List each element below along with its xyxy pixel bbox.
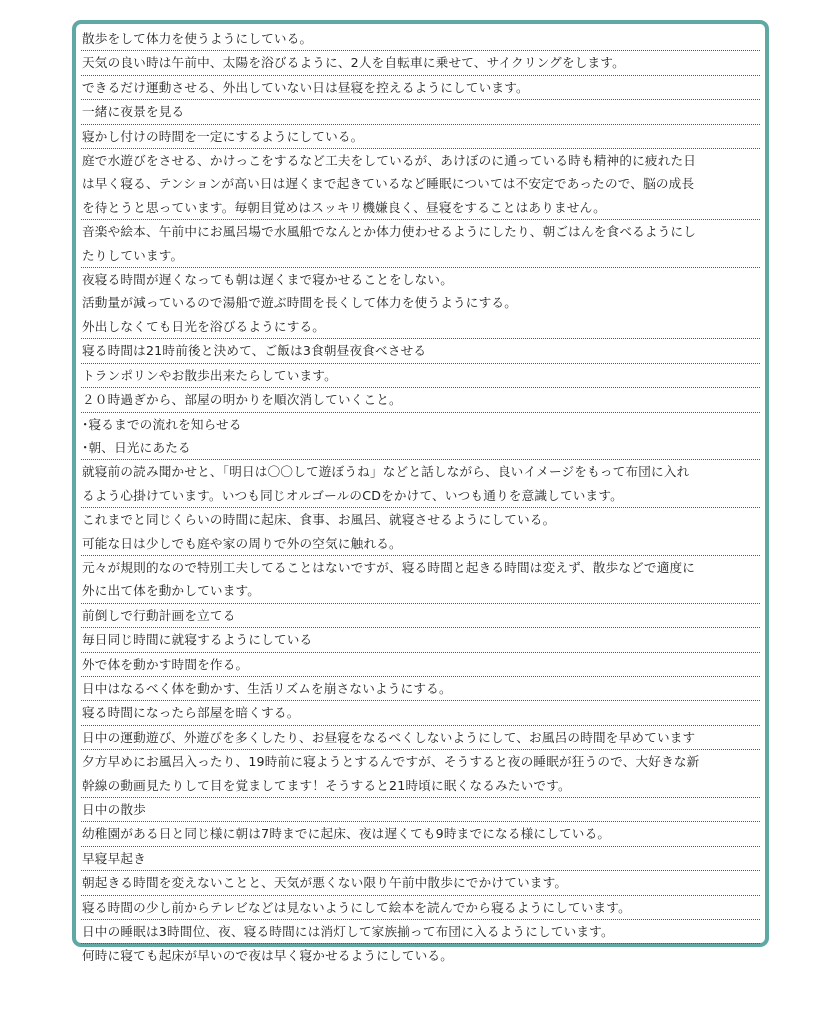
response-text-line: 寝る時間になったら部屋を暗くする。 xyxy=(82,705,300,721)
response-entry xyxy=(81,701,760,725)
response-text-line: トランポリンやお散歩出来たらしています。 xyxy=(82,367,337,383)
response-text-line: 天気の良い時は午前中、太陽を浴びるように、2人を自転車に乗せて、サイクリングをします。 xyxy=(82,55,625,71)
response-entry xyxy=(81,51,760,75)
response-text-line: ･寝るまでの流れを知らせる xyxy=(82,416,242,432)
response-entry xyxy=(81,388,760,412)
response-entry xyxy=(81,798,760,822)
response-entry xyxy=(81,413,760,461)
response-entry xyxy=(81,920,760,944)
response-entry xyxy=(81,508,760,556)
response-text-line: 庭で水遊びをさせる、かけっこをするなど工夫をしているが、あけぼのに通っている時も精神的に疲れた日 xyxy=(82,153,697,169)
response-entry xyxy=(81,364,760,388)
response-entry xyxy=(81,268,760,339)
response-text-line: 毎日同じ時間に就寝するようにしている xyxy=(82,632,313,648)
response-entry xyxy=(81,76,760,100)
response-text-line: これまでと同じくらいの時間に起床、食事、お風呂、就寝させるようにしている。 xyxy=(82,512,556,528)
response-text-line: 前倒しで行動計画を立てる xyxy=(82,607,236,623)
response-entry xyxy=(81,460,760,508)
response-list-frame xyxy=(72,20,769,964)
response-entry xyxy=(81,871,760,895)
response-text-line: 可能な日は少しでも庭や家の周りで外の空気に触れる。 xyxy=(82,535,402,551)
response-text-line: ２０時過ぎから、部屋の明かりを順次消していくこと。 xyxy=(82,392,402,408)
response-text-line: 幹線の動画見たりして目を覚ましてます！そうすると21時頃に眠くなるみたいです。 xyxy=(82,777,571,793)
response-text-line: 夜寝る時間が遅くなっても朝は遅くまで寝かせることをしない。 xyxy=(82,272,454,288)
response-entry xyxy=(81,220,760,268)
response-text-line: 外で体を動かす時間を作る。 xyxy=(82,656,249,672)
response-entry xyxy=(81,750,760,798)
response-entry xyxy=(81,149,760,220)
response-entry xyxy=(81,677,760,701)
response-entry xyxy=(81,27,760,51)
response-entry xyxy=(81,896,760,920)
response-text-line: 早寝早起き xyxy=(82,850,146,866)
response-text-line: 寝る時間の少し前からテレビなどは見ないようにして絵本を読んでから寝るようにしています。 xyxy=(82,899,631,915)
response-list xyxy=(76,24,765,968)
response-text-line: たりしています。 xyxy=(82,247,184,263)
response-entry xyxy=(81,339,760,363)
response-text-line: ･朝、日光にあたる xyxy=(82,439,191,455)
response-text-line: 日中の睡眠は3時間位、夜、寝る時間には消灯して家族揃って布団に入るようにしています。 xyxy=(82,924,614,940)
response-entry xyxy=(81,628,760,652)
response-text-line: 外に出て体を動かしています。 xyxy=(82,583,261,599)
response-text-line: できるだけ運動させる、外出していない日は昼寝を控えるようにしています。 xyxy=(82,79,529,95)
response-text-line: るよう心掛けています。いつも同じオルゴールのCDをかけて、いつも通りを意識しています。 xyxy=(82,487,623,503)
response-entry xyxy=(81,556,760,604)
response-text-line: を待とうと思っています。毎朝目覚めはスッキリ機嫌良く、昼寝をすることはありません。 xyxy=(82,199,606,215)
response-text-line: 寝る時間は21時前後と決めて、ご飯は3食朝昼夜食べさせる xyxy=(82,343,427,359)
response-text-line: 日中の散歩 xyxy=(82,802,146,817)
response-text-line: 音楽や絵本、午前中にお風呂場で水風船でなんとか体力使わせるようにしたり、朝ごはんを食べるようにし xyxy=(82,224,697,240)
response-text-line: 朝起きる時間を変えないことと、天気が悪くない限り午前中散歩にでかけています。 xyxy=(82,875,568,891)
response-entry xyxy=(81,726,760,750)
response-text-line: 何時に寝ても起床が早いので夜は早く寝かせるようにしている。 xyxy=(82,948,454,964)
response-text-line: 就寝前の読み聞かせと、「明日は〇〇して遊ぼうね」などと話しながら、良いイメージをもって布団に入れ xyxy=(82,464,690,480)
response-text-line: 外出しなくても日光を浴びるようにする。 xyxy=(82,318,326,334)
response-text-line: 日中の運動遊び、外遊びを多くしたり、お昼寝をなるべくしないようにして、お風呂の時間を早めています xyxy=(82,729,696,745)
response-entry xyxy=(81,653,760,677)
response-entry xyxy=(81,822,760,846)
response-entry xyxy=(81,125,760,149)
response-text-line: 散歩をして体力を使うようにしている。 xyxy=(82,31,313,46)
response-entry xyxy=(81,100,760,124)
response-text-line: 活動量が減っているので湯船で遊ぶ時間を長くして体力を使うようにする。 xyxy=(82,295,517,311)
response-entry xyxy=(81,604,760,628)
response-text-line: 元々が規則的なので特別工夫してることはないですが、寝る時間と起きる時間は変えず、散歩などで適度に xyxy=(82,559,696,575)
response-text-line: 日中はなるべく体を動かす、生活リズムを崩さないようにする。 xyxy=(82,680,452,696)
response-text-line: 一緒に夜景を見る xyxy=(82,104,185,120)
response-entry xyxy=(81,944,760,967)
response-text-line: 寝かし付けの時間を一定にするようにしている。 xyxy=(82,128,364,144)
response-entry xyxy=(81,847,760,871)
response-text-line: は早く寝る、テンションが高い日は遅くまで起きているなど睡眠については不安定であったので、脳の成長 xyxy=(82,176,695,192)
response-text-line: 幼稚園がある日と同じ様に朝は7時までに起床、夜は遅くても9時までになる様にしている。 xyxy=(82,826,611,842)
response-text-line: 夕方早めにお風呂入ったり、19時前に寝ようとするんですが、そうすると夜の睡眠が狂うので、大好きな新 xyxy=(82,754,700,770)
